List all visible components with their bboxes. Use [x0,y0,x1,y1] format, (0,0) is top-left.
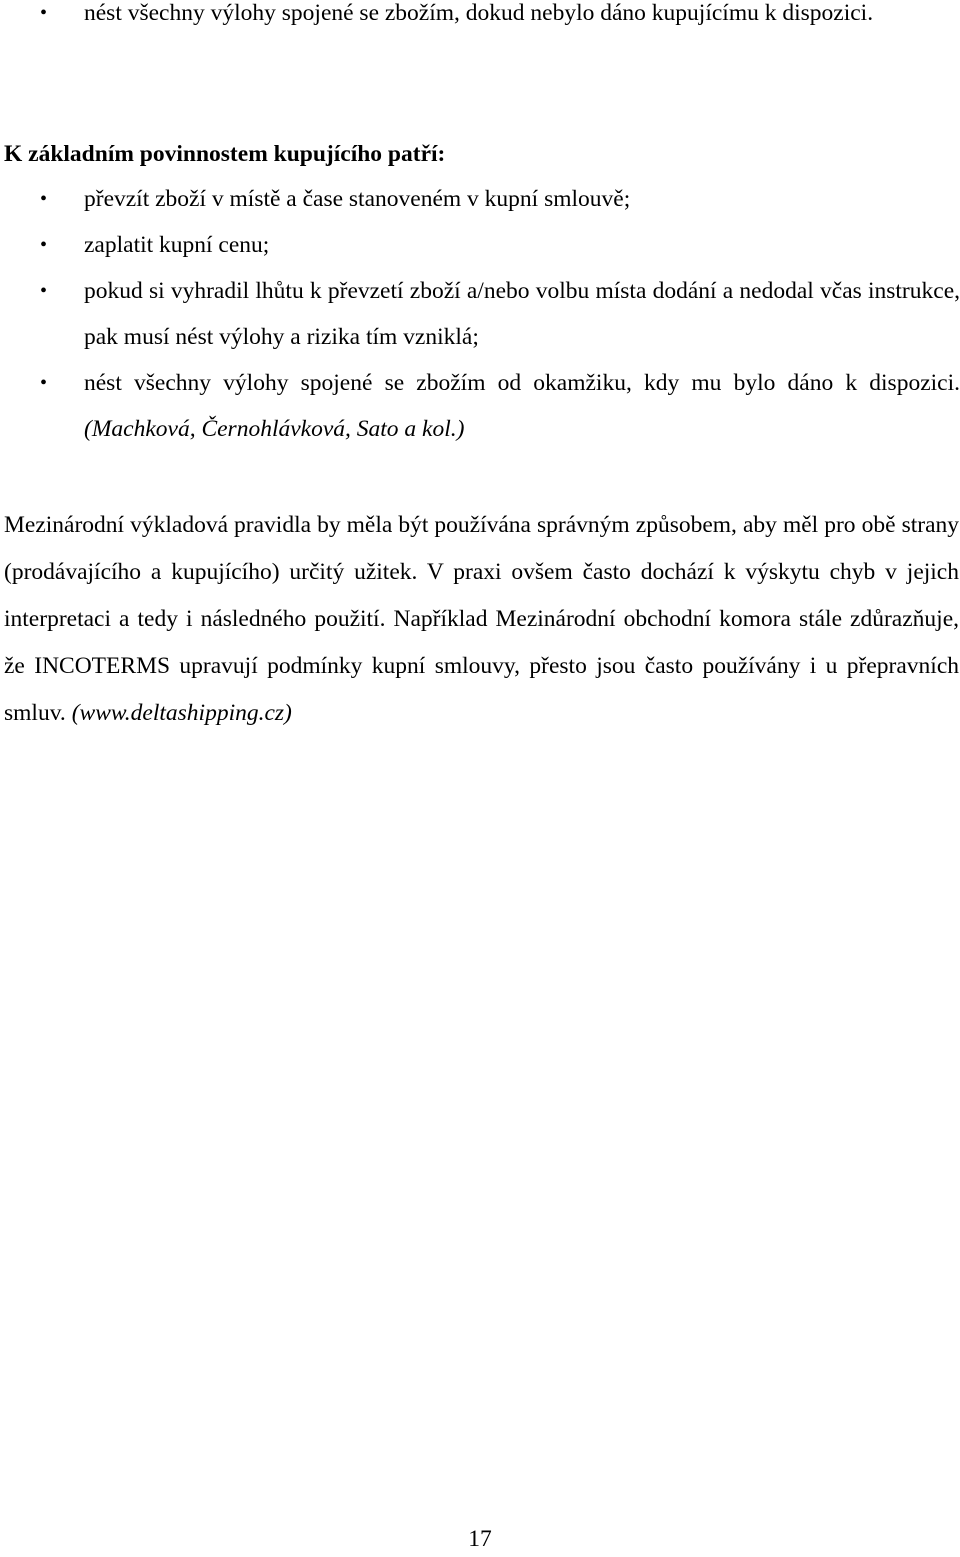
citation: (Machková, Černohlávková, Sato a kol.) [84,416,465,442]
list-item-text: nést všechny výlohy spojené se zbožím od okamžiku, kdy mu bylo dáno k dispozici. [84,370,960,396]
list-item-text: převzít zboží v místě a čase stanoveném v kupní smlouvě; [84,186,631,212]
list-item [0,360,960,452]
page-number: 17 [468,1526,492,1552]
buyer-duties-list [0,176,960,452]
list-item [0,176,960,222]
seller-duties-list-end [0,0,960,36]
list-item-text: zaplatit kupní cenu; [84,232,270,258]
section-heading: K základním povinnostem kupujícího patří: [4,141,446,167]
list-item [0,222,960,268]
citation: (www.deltashipping.cz) [71,700,292,726]
body-paragraph [4,502,959,737]
list-item-text: nést všechny výlohy spojené se zbožím, dokud nebylo dáno kupujícímu k dispozici. [84,0,874,26]
list-item-text: pokud si vyhradil lhůtu k převzetí zboží a/nebo volbu místa dodání a nedodal včas instrukce, pak musí nést výlohy a rizika tím vzniklá; [84,278,960,350]
paragraph-text: Mezinárodní výkladová pravidla by měla být používána správným způsobem, aby měl pro obě strany (prodávajícího a kupujícího) určitý užitek. V praxi ovšem často dochází k výskytu chyb v jejich interpretaci a tedy i následného použití. Například Mezinárodní obchodní komora stále zdůrazňuje, že INCOTERMS upravují podmínky kupní smlouvy, přesto jsou často používány i u přepravních smluv. [4,512,959,726]
list-item [0,268,960,360]
list-item [0,0,960,36]
